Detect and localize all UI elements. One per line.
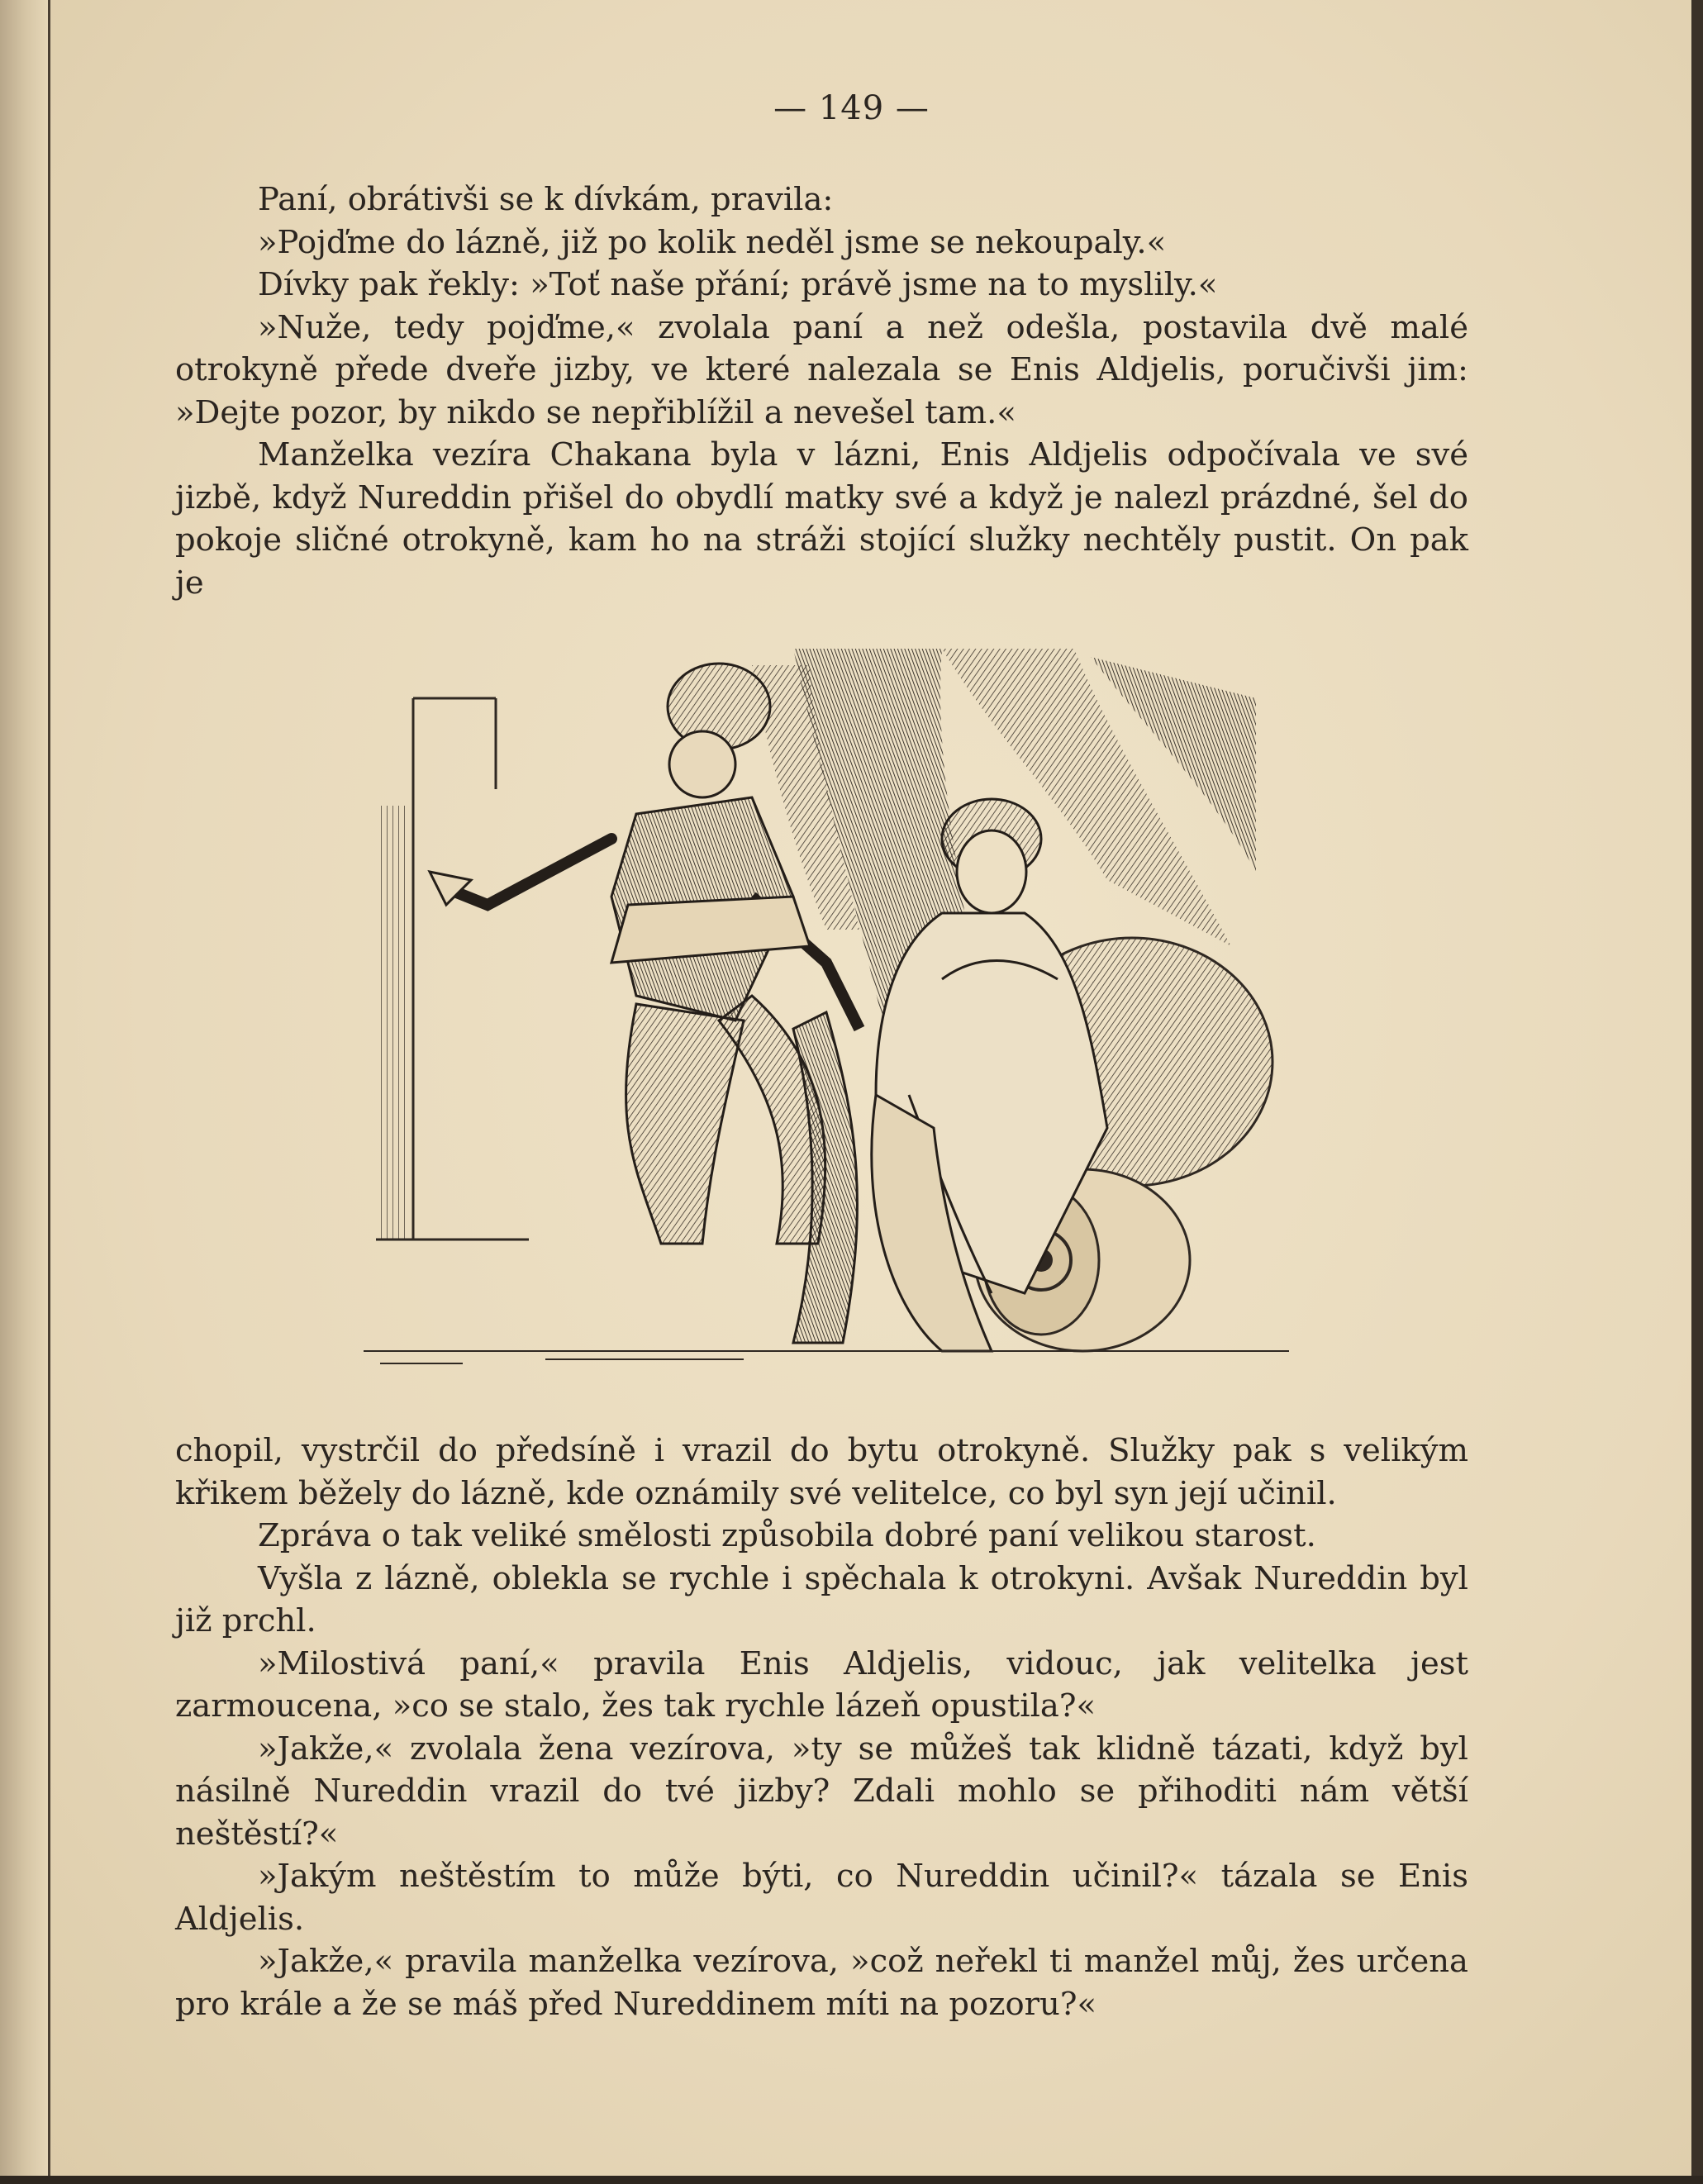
paragraph: »Milostivá paní,« pravila Enis Aldjelis, vidouc, jak velitelka jest zarmoucena, »co se stalo, žes tak rychle lázeň opustila?« <box>175 1644 1468 1725</box>
text-block-bottom <box>175 1430 1468 2025</box>
floor-lines <box>364 1351 1289 1363</box>
page-edge-bottom <box>0 2176 1703 2184</box>
paragraph: »Jakým neštěstím to může býti, co Nureddin učinil?« tázala se Enis Aldjelis. <box>175 1858 1468 1938</box>
doorway <box>376 698 529 1240</box>
paragraph: »Jakže,« zvolala žena vezírova, »ty se můžeš tak klidně tázati, když byl násilně Nureddin vrazil do tvé jizby? Zdali mohlo se přihoditi nám větší neštěstí?« <box>175 1730 1468 1853</box>
paragraph: »Jakže,« pravila manželka vezírova, »což neřekl ti manžel můj, žes určena pro krále a že se máš před Nureddinem míti na pozoru?« <box>175 1943 1468 2023</box>
paragraph: »Nuže, tedy pojďme,« zvolala paní a než odešla, postavila dvě malé otrokyně přede dveře jizby, ve které nalezala se Enis Aldjelis, poručivši jim: »Dejte pozor, by nikdo se nepřiblížil a nevešel tam.« <box>175 308 1468 431</box>
paragraph: Dívky pak řekly: »Toť naše přání; právě jsme na to myslily.« <box>258 266 1218 303</box>
paragraph: Manželka vezíra Chakana byla v lázni, Enis Aldjelis odpočívala ve své jizbě, když Nureddin přišel do obydlí matky své a když je nalezl prázdné, šel do pokoje sličné otrokyně, kam ho na stráži stojící služky nechtěly pustit. On pak je <box>175 436 1468 602</box>
text-block-top <box>175 178 1468 604</box>
page-number: — 149 — <box>773 89 930 127</box>
page-edge-right <box>1691 0 1703 2184</box>
binding-edge <box>0 0 50 2184</box>
paragraph: Paní, obrátivši se k dívkám, pravila: <box>258 181 834 218</box>
paragraph: Zpráva o tak veliké smělosti způsobila dobré paní velikou starost. <box>258 1517 1316 1554</box>
paragraph: »Pojďme do lázně, již po kolik neděl jsme se nekoupaly.« <box>258 223 1167 261</box>
engraving-illustration <box>364 632 1297 1392</box>
paragraph: Vyšla z lázně, oblekla se rychle i spěchala k otrokyni. Avšak Nureddin byl již prchl. <box>175 1559 1468 1639</box>
paragraph: chopil, vystrčil do předsíně i vrazil do bytu otrokyně. Služky pak s velikým křikem běžely do lázně, kde oznámily své velitelce, co byl syn její učinil. <box>175 1432 1468 1512</box>
